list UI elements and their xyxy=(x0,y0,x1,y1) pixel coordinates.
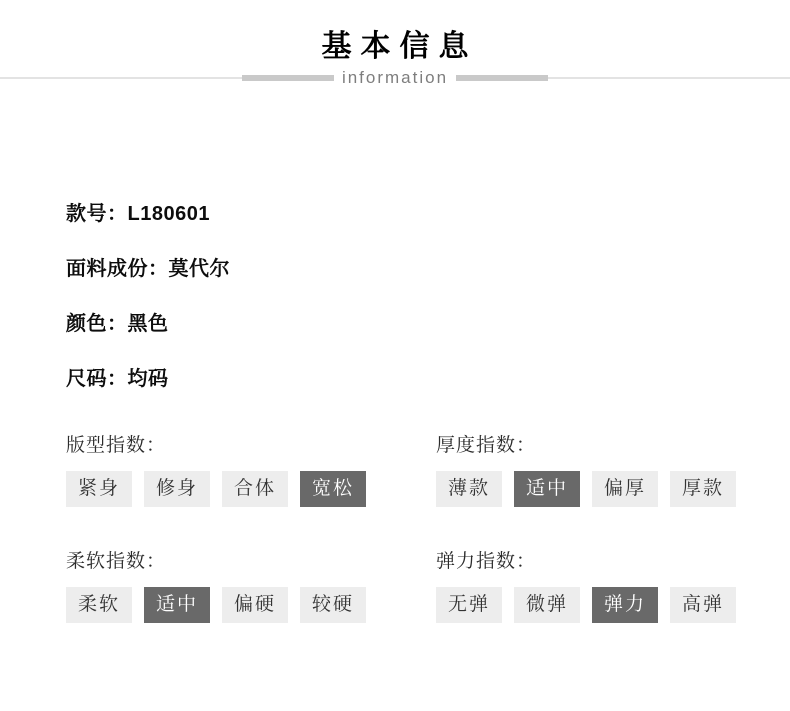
option-button[interactable]: 适中 xyxy=(514,471,580,507)
detail-value: 均码 xyxy=(127,368,169,390)
detail-row-style-number xyxy=(66,203,790,226)
option-button[interactable]: 高弹 xyxy=(670,587,736,623)
index-label: 弹力指数： xyxy=(436,551,537,572)
divider-line-thick-left xyxy=(242,75,334,81)
detail-label: 颜色： xyxy=(66,313,128,335)
option-button[interactable]: 微弹 xyxy=(514,587,580,623)
detail-value: 莫代尔 xyxy=(168,258,230,280)
index-section-elasticity xyxy=(436,551,736,623)
option-button[interactable]: 厚款 xyxy=(670,471,736,507)
option-button[interactable]: 合体 xyxy=(222,471,288,507)
option-button[interactable]: 柔软 xyxy=(66,587,132,623)
detail-label: 尺码： xyxy=(66,368,128,390)
product-details xyxy=(66,203,790,391)
header-divider-row xyxy=(0,67,790,89)
divider-line-thin-right xyxy=(548,77,790,79)
detail-row-size xyxy=(66,368,790,391)
option-button[interactable]: 偏硬 xyxy=(222,587,288,623)
option-button[interactable]: 紧身 xyxy=(66,471,132,507)
index-label: 厚度指数： xyxy=(436,435,537,456)
option-button[interactable]: 适中 xyxy=(144,587,210,623)
option-button[interactable]: 弹力 xyxy=(592,587,658,623)
page-subtitle: information xyxy=(341,68,449,87)
detail-value: 黑色 xyxy=(127,313,169,335)
option-group-softness xyxy=(66,587,436,623)
option-button[interactable]: 偏厚 xyxy=(592,471,658,507)
index-label: 版型指数： xyxy=(66,435,167,456)
detail-row-fabric xyxy=(66,258,790,281)
index-section-softness xyxy=(66,551,436,623)
divider-line-thin-left xyxy=(0,77,242,79)
detail-value: L180601 xyxy=(127,203,210,225)
detail-label: 面料成份： xyxy=(66,258,169,280)
section-header xyxy=(0,0,790,89)
option-button[interactable]: 薄款 xyxy=(436,471,502,507)
option-button[interactable]: 修身 xyxy=(144,471,210,507)
index-grid xyxy=(66,435,790,623)
index-section-thickness xyxy=(436,435,736,507)
index-section-fit xyxy=(66,435,436,507)
option-button[interactable]: 宽松 xyxy=(300,471,366,507)
option-button[interactable]: 较硬 xyxy=(300,587,366,623)
page-title: 基本信息 xyxy=(321,30,478,63)
option-group-elasticity xyxy=(436,587,736,623)
option-group-fit xyxy=(66,471,436,507)
option-group-thickness xyxy=(436,471,736,507)
detail-label: 款号： xyxy=(66,203,128,225)
divider-line-thick-right xyxy=(456,75,548,81)
option-button[interactable]: 无弹 xyxy=(436,587,502,623)
index-label: 柔软指数： xyxy=(66,551,167,572)
detail-row-color xyxy=(66,313,790,336)
